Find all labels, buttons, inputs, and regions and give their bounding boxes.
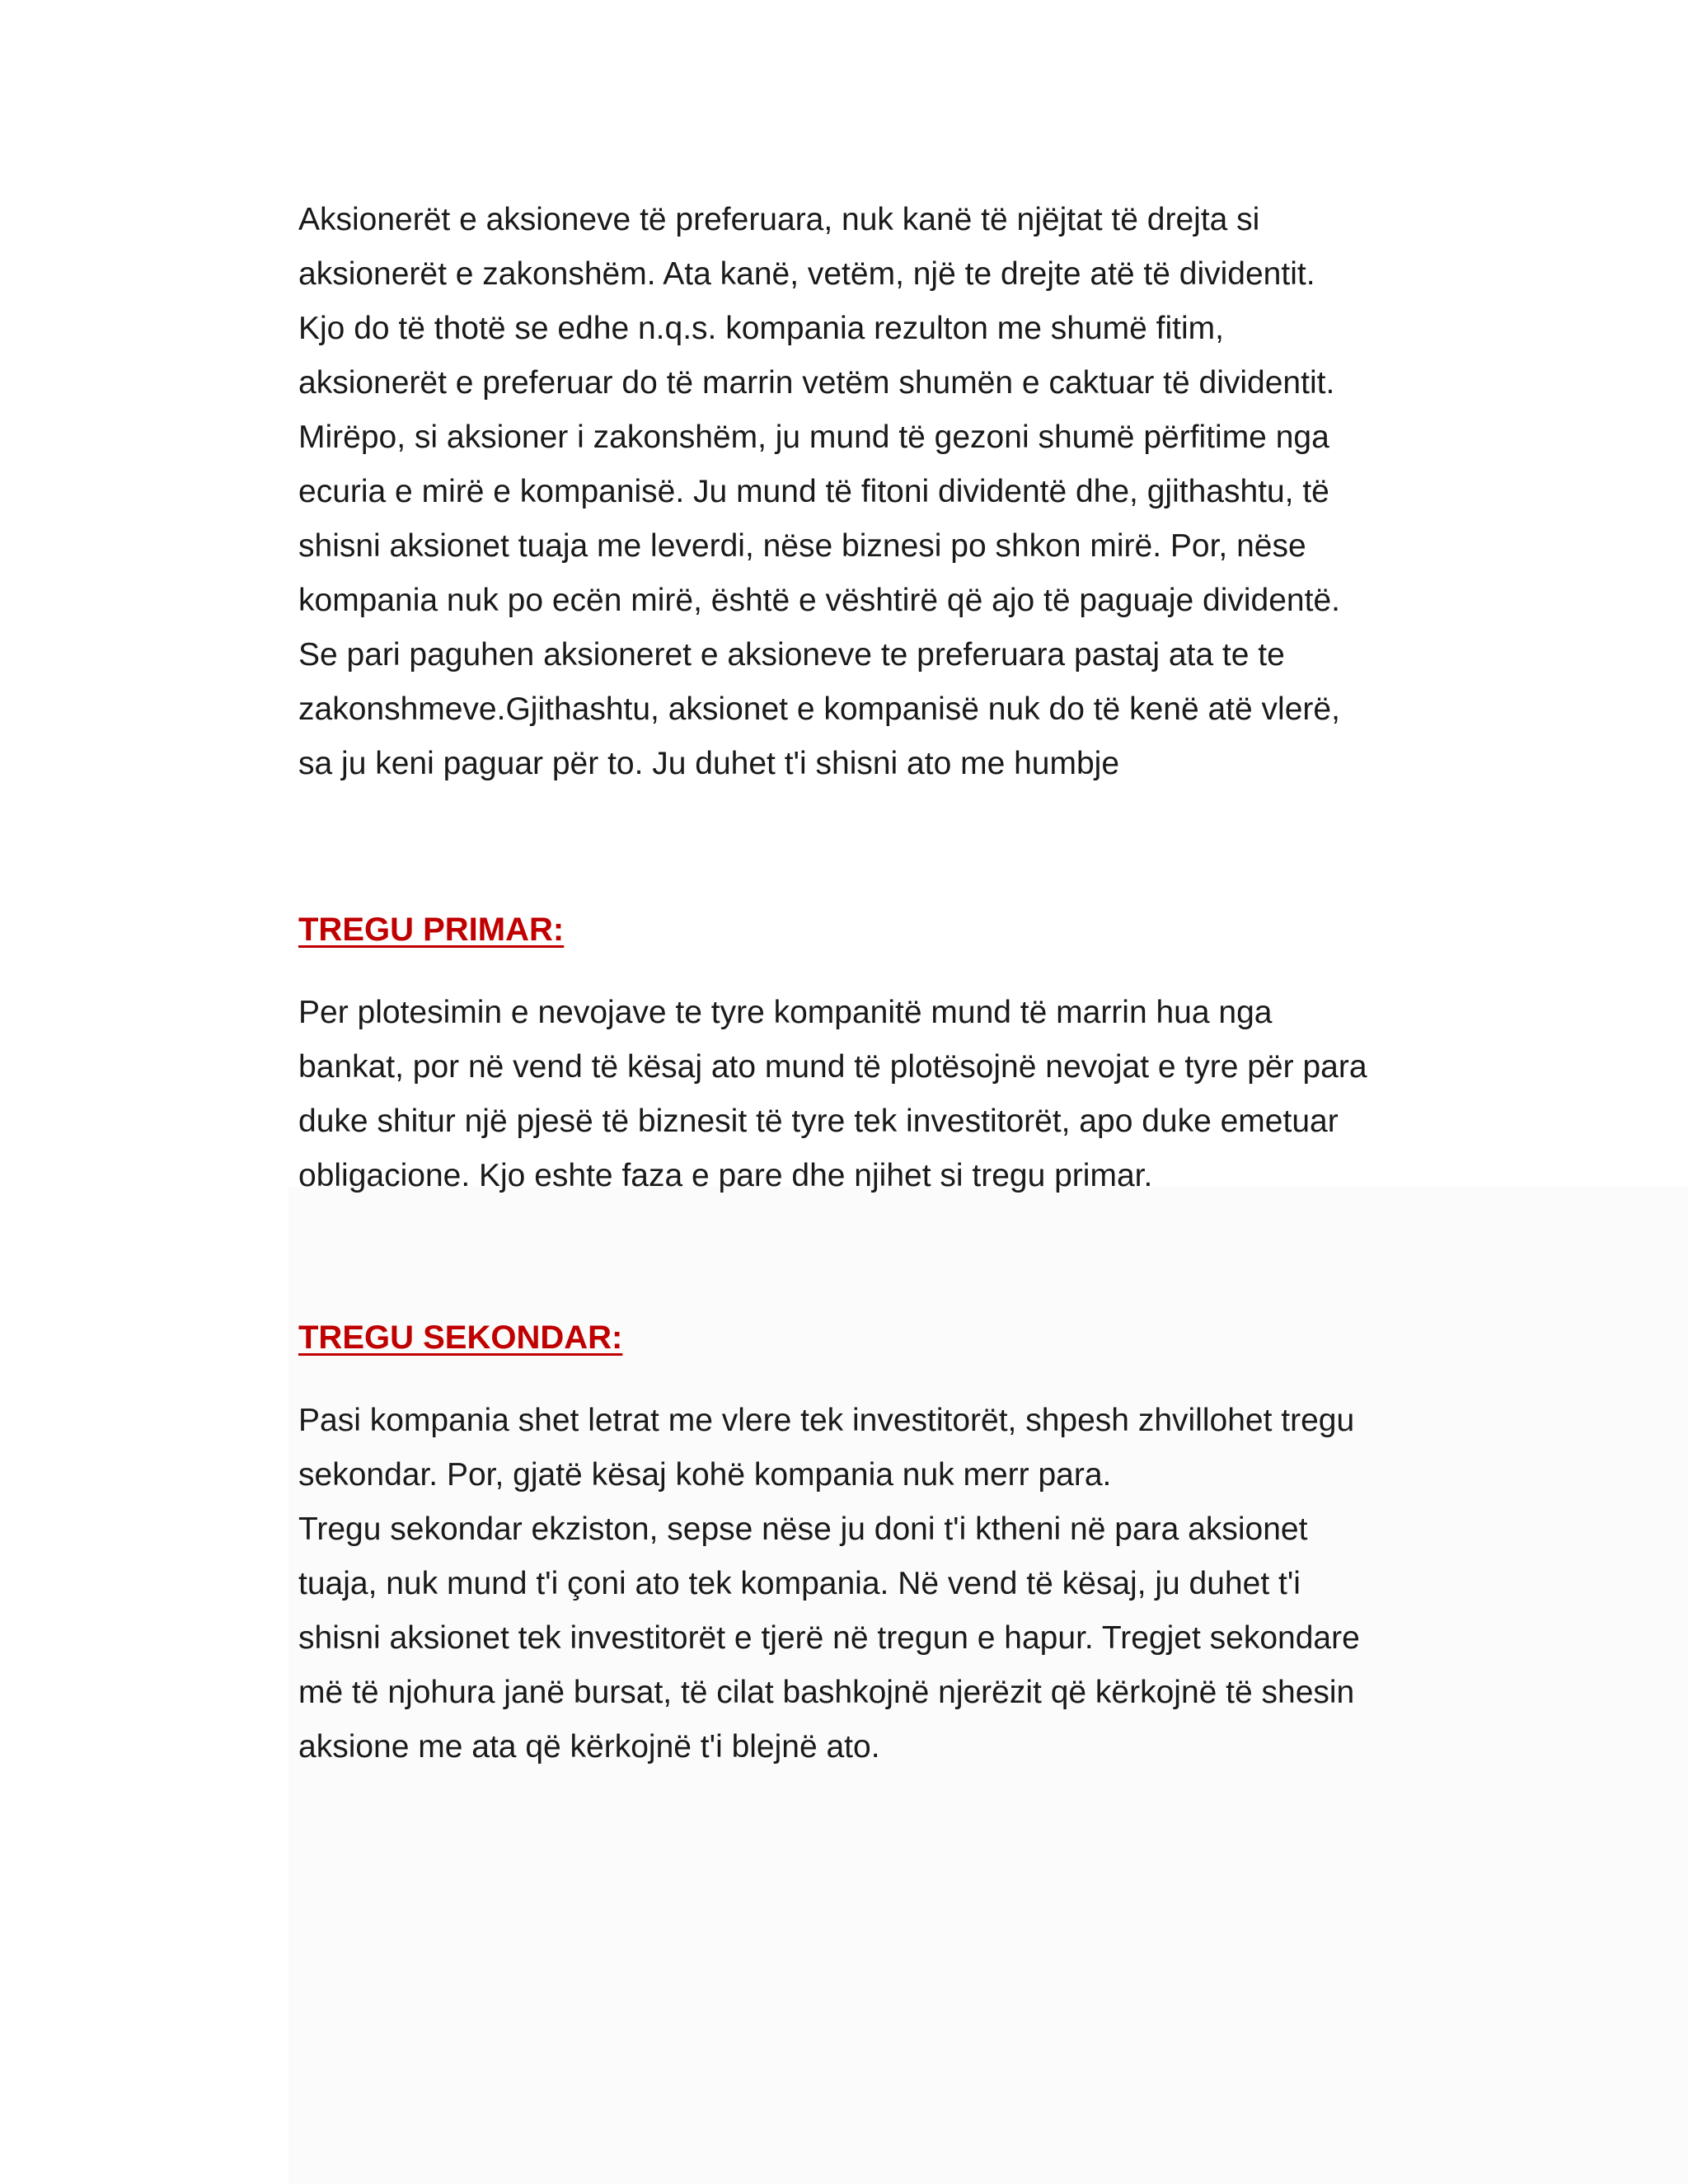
paragraph-tregu-sekondar (298, 1394, 1535, 1774)
paragraph-tregu-primar (298, 986, 1535, 1203)
text-line: Se pari paguhen aksioneret e aksioneve te preferuara pastaj ata te te (298, 637, 1285, 673)
paragraph-intro (298, 193, 1535, 791)
text-line: kompania nuk po ecën mirë, është e vështirë që ajo të paguaje dividentë. (298, 583, 1340, 618)
text-line: Mirëpo, si aksioner i zakonshëm, ju mund të gezoni shumë përfitime nga (298, 419, 1329, 455)
text-line: zakonshmeve.Gjithashtu, aksionet e kompanisë nuk do të kenë atë vlerë, (298, 691, 1340, 727)
text-line: aksione me ata që kërkojnë t'i blejnë ato. (298, 1729, 880, 1765)
heading-tregu-sekondar: TREGU SEKONDAR: (298, 1319, 623, 1356)
text-line: shisni aksionet tek investitorët e tjerë në tregun e hapur. Tregjet sekondare (298, 1620, 1360, 1656)
heading-tregu-primar: TREGU PRIMAR: (298, 912, 565, 948)
text-line: Per plotesimin e nevojave te tyre kompanitë mund të marrin hua nga (298, 995, 1273, 1030)
text-line: aksionerët e zakonshëm. Ata kanë, vetëm, një te drejte atë të dividentit. (298, 256, 1315, 292)
text-line: Tregu sekondar ekziston, sepse nëse ju doni t'i ktheni në para aksionet (298, 1511, 1308, 1547)
text-line: tuaja, nuk mund t'i çoni ato tek kompania. Në vend të kësaj, ju duhet t'i (298, 1566, 1301, 1601)
text-line: duke shitur një pjesë të biznesit të tyre tek investitorët, apo duke emetuar (298, 1104, 1339, 1139)
text-line: sekondar. Por, gjatë kësaj kohë kompania nuk merr para. (298, 1457, 1112, 1493)
text-line: aksionerët e preferuar do të marrin vetëm shumën e caktuar të dividentit. (298, 365, 1335, 401)
text-line: sa ju keni paguar për to. Ju duhet t'i shisni ato me humbje (298, 746, 1120, 781)
text-line: më të njohura janë bursat, të cilat bashkojnë njerëzit që kërkojnë të shesin (298, 1675, 1355, 1710)
text-line: Aksionerët e aksioneve të preferuara, nuk kanë të njëjtat të drejta si (298, 202, 1260, 237)
text-line: Pasi kompania shet letrat me vlere tek investitorët, shpesh zhvillohet tregu (298, 1403, 1355, 1438)
text-line: shisni aksionet tuaja me leverdi, nëse biznesi po shkon mirë. Por, nëse (298, 528, 1306, 564)
text-line: obligacione. Kjo eshte faza e pare dhe njihet si tregu primar. (298, 1158, 1153, 1193)
text-line: Kjo do të thotë se edhe n.q.s. kompania rezulton me shumë fitim, (298, 311, 1224, 346)
text-line: bankat, por në vend të kësaj ato mund të plotësojnë nevojat e tyre për para (298, 1049, 1367, 1085)
text-line: ecuria e mirë e kompanisë. Ju mund të fitoni dividentë dhe, gjithashtu, të (298, 474, 1329, 509)
